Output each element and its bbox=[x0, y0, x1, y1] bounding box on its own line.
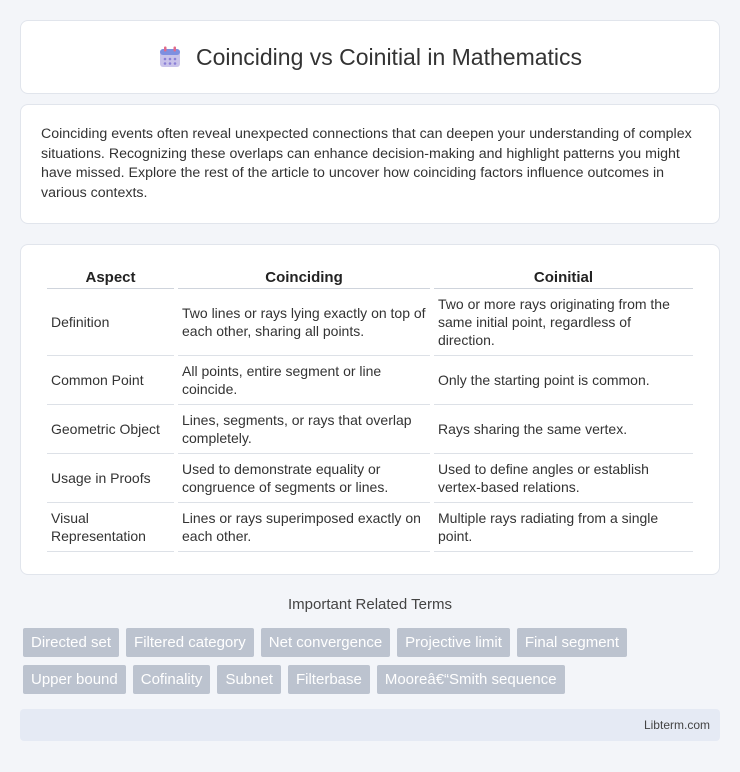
coinciding-cell: Two lines or rays lying exactly on top of each other, sharing all points. bbox=[178, 289, 430, 356]
tag-moore-smith-sequence[interactable]: Mooreâ€“Smith sequence bbox=[377, 665, 565, 694]
coinitial-cell: Two or more rays originating from the same initial point, regardless of direction. bbox=[434, 289, 693, 356]
title-card bbox=[20, 20, 720, 94]
table-header-row bbox=[47, 265, 693, 289]
table-row bbox=[47, 454, 693, 503]
intro-card bbox=[20, 104, 720, 224]
header-coinciding: Coinciding bbox=[178, 265, 430, 289]
tag-net-convergence[interactable]: Net convergence bbox=[261, 628, 390, 657]
footer-site-link[interactable]: Libterm.com bbox=[643, 718, 710, 732]
aspect-cell: Common Point bbox=[47, 356, 174, 405]
tag-directed-set[interactable]: Directed set bbox=[23, 628, 119, 657]
table-row bbox=[47, 289, 693, 356]
aspect-cell: Usage in Proofs bbox=[47, 454, 174, 503]
tag-projective-limit[interactable]: Projective limit bbox=[397, 628, 510, 657]
tag-filterbase[interactable]: Filterbase bbox=[288, 665, 370, 694]
aspect-cell: Definition bbox=[47, 289, 174, 356]
page-title: Coinciding vs Coinitial in Mathematics bbox=[195, 43, 583, 70]
tag-filtered-category[interactable]: Filtered category bbox=[126, 628, 254, 657]
coinitial-cell: Used to define angles or establish vertex-based relations. bbox=[434, 454, 693, 503]
footer bbox=[20, 709, 720, 741]
table-row bbox=[47, 503, 693, 552]
aspect-cell: Visual Representation bbox=[47, 503, 174, 552]
aspect-cell: Geometric Object bbox=[47, 405, 174, 454]
header-coinitial: Coinitial bbox=[434, 265, 693, 289]
tag-subnet[interactable]: Subnet bbox=[217, 665, 281, 694]
coinciding-cell: Used to demonstrate equality or congruence of segments or lines. bbox=[178, 454, 430, 503]
coinitial-cell: Rays sharing the same vertex. bbox=[434, 405, 693, 454]
header-aspect: Aspect bbox=[47, 265, 174, 289]
related-terms-title: Important Related Terms bbox=[288, 596, 452, 613]
intro-text: Coinciding events often reveal unexpected connections that can deepen your understanding of complex situations. Recognizing these overlaps can enhance decision-making and highlight patterns you might have missed. Explore the rest of the article to uncover how coinciding factors influence outcomes in various contexts. bbox=[41, 126, 692, 201]
coinciding-cell: Lines or rays superimposed exactly on each other. bbox=[178, 503, 430, 552]
tag-cofinality[interactable]: Cofinality bbox=[133, 665, 211, 694]
comparison-table bbox=[43, 265, 697, 552]
coinitial-cell: Multiple rays radiating from a single point. bbox=[434, 503, 693, 552]
coinciding-cell: All points, entire segment or line coincide. bbox=[178, 356, 430, 405]
calendar-icon bbox=[158, 45, 182, 69]
tag-final-segment[interactable]: Final segment bbox=[517, 628, 627, 657]
tag-upper-bound[interactable]: Upper bound bbox=[23, 665, 126, 694]
coinitial-cell: Only the starting point is common. bbox=[434, 356, 693, 405]
coinciding-cell: Lines, segments, or rays that overlap completely. bbox=[178, 405, 430, 454]
comparison-table-card bbox=[20, 244, 720, 575]
related-terms-list bbox=[23, 628, 713, 694]
table-row bbox=[47, 356, 693, 405]
table-row bbox=[47, 405, 693, 454]
